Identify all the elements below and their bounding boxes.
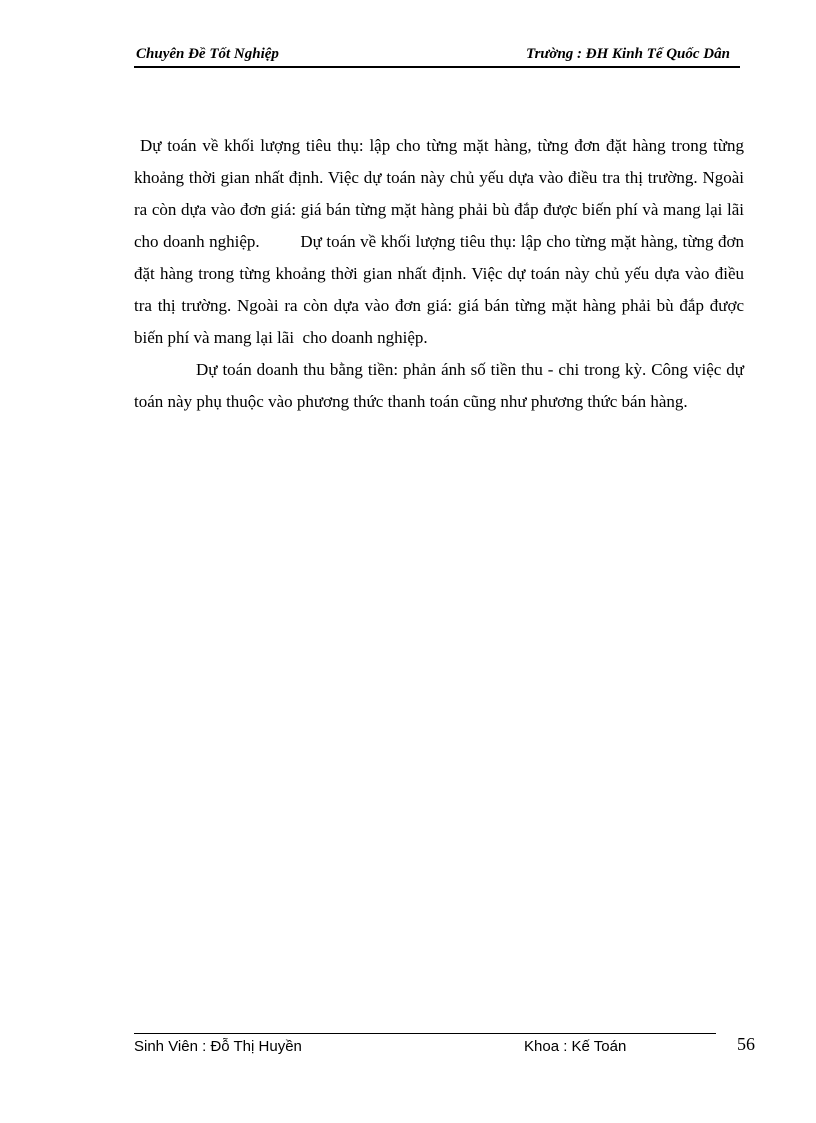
page-header xyxy=(134,44,740,68)
paragraph-cash-revenue-estimate: Dự toán doanh thu bằng tiền: phản ánh số tiền thu - chi trong kỳ. Công việc dự toán này phụ thuộc vào phương thức thanh toán cũng như phương thức bán hàng. xyxy=(134,360,744,411)
paragraph-sales-volume-estimate: Dự toán về khối lượng tiêu thụ: lập cho từng mặt hàng, từng đơn đặt hàng trong từng khoảng thời gian nhất định. Việc dự toán này chủ yếu dựa vào điều tra thị trường. Ngoài ra còn dựa vào đơn giá: giá bán từng mặt hàng phải bù đắp được biến phí và mang lại lãi cho doanh nghiệp. Dự toán về khối lượng tiêu thụ: lập cho từng mặt hàng, từng đơn đặt hàng trong từng khoảng thời gian nhất định. Việc dự toán này chủ yếu dựa vào điều tra thị trường. Ngoài ra còn dựa vào đơn giá: giá bán từng mặt hàng phải bù đắp được biến phí và mang lại lãi cho doanh nghiệp. xyxy=(134,136,753,347)
page-number: 56 xyxy=(737,1034,755,1054)
document-body xyxy=(134,130,753,418)
footer-faculty: Khoa : Kế Toán xyxy=(524,1038,627,1055)
footer-divider xyxy=(134,1033,716,1034)
header-university: Trường : ĐH Kinh Tế Quốc Dân xyxy=(525,46,730,62)
header-document-title: Chuyên Đề Tốt Nghiệp xyxy=(136,46,279,62)
footer-student-name: Sinh Viên : Đỗ Thị Huyền xyxy=(134,1038,302,1055)
